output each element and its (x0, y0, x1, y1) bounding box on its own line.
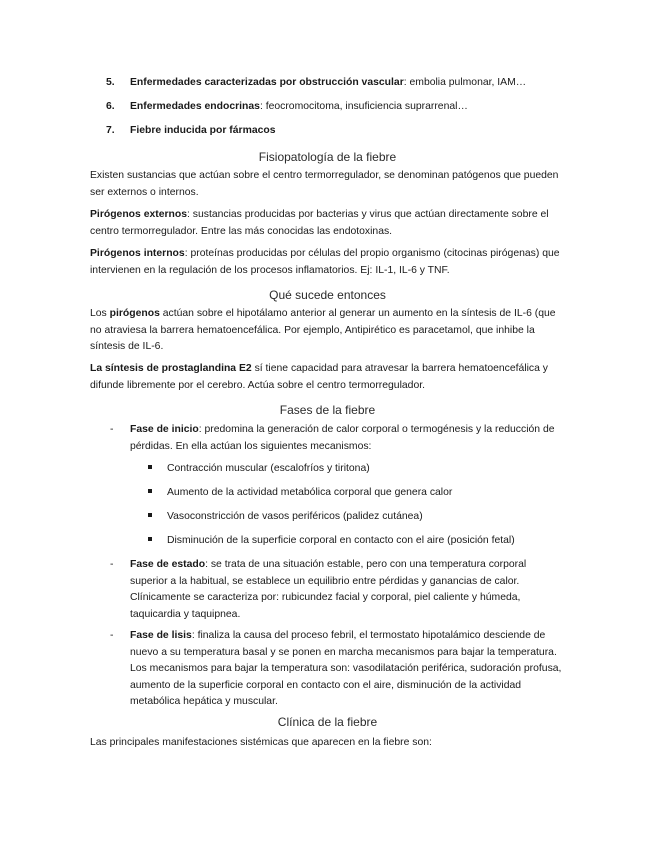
mechanism-text: Contracción muscular (escalofríos y tiritona) (167, 463, 370, 474)
mechanism-item (148, 485, 568, 502)
phase-text (130, 628, 565, 711)
dash-marker: - (110, 424, 114, 435)
paragraph-hipotalamo (90, 306, 565, 356)
mechanism-item (148, 461, 568, 478)
list-item (106, 75, 626, 92)
text-run: actúan sobre el hipotálamo anterior al generar un aumento en la síntesis de IL-6 (que no atraviesa la barrera hematoencefálica. Por ejemplo, Antipirético es paracetamol, que inhibe la síntesis de IL-6. (90, 308, 556, 353)
section-heading-que-sucede: Qué sucede entonces (269, 288, 386, 302)
section-heading-fases: Fases de la fiebre (279, 403, 376, 417)
text-run: : se trata de una situación estable, pero con una temperatura corporal superior a la habitual, se establece un equilibrio entre pérdidas y ganancias de calor. Clínicamente se caracteriza por: rubicundez facial y corporal, piel caliente y húmeda, taquicardia y taquipnea. (130, 559, 527, 620)
phase-text (130, 557, 565, 623)
paragraph-manifestaciones: Las principales manifestaciones sistémicas que aparecen en la fiebre son: (90, 737, 432, 748)
term-pirogenos-externos: Pirógenos externos (90, 209, 188, 220)
text-run: sí tiene capacidad para atravesar la barrera hematoencefálica y difunde libremente por el cerebro. Actúa sobre el centro termorregulador. (90, 363, 548, 391)
square-bullet-icon (148, 489, 152, 493)
paragraph-prostaglandina (90, 361, 565, 394)
list-item-detail: : embolia pulmonar, IAM… (403, 77, 527, 88)
text-run: Los (90, 308, 110, 319)
paragraph-pirogenos-externos (90, 207, 565, 240)
phase-text (130, 422, 565, 455)
list-number: 6. (106, 101, 115, 112)
list-item-title: Enfermedades caracterizadas por obstrucción vascular (130, 77, 404, 88)
phase-item-estado (110, 557, 565, 623)
mechanism-text: Vasoconstricción de vasos periféricos (palidez cutánea) (167, 511, 423, 522)
section-heading-fisiopatologia: Fisiopatología de la fiebre (258, 150, 397, 164)
square-bullet-icon (148, 537, 152, 541)
definition-text: : proteínas producidas por células del propio organismo (citocinas pirógenas) que intervienen en la regulación de los procesos inflamatorios. Ej: IL-1, IL-6 y TNF. (90, 248, 560, 276)
term-fase-lisis: Fase de lisis (130, 630, 192, 641)
term-fase-inicio: Fase de inicio (130, 424, 199, 435)
phase-item-lisis (110, 628, 565, 711)
list-item-title: Enfermedades endocrinas (130, 101, 260, 112)
term-pirogenos: pirógenos (109, 308, 160, 319)
term-prostaglandina: La síntesis de prostaglandina E2 (90, 363, 252, 374)
list-item (106, 99, 626, 116)
square-bullet-icon (148, 465, 152, 469)
list-number: 7. (106, 125, 115, 136)
term-pirogenos-internos: Pirógenos internos (90, 248, 185, 259)
mechanism-item (148, 533, 568, 550)
mechanism-text: Disminución de la superficie corporal en contacto con el aire (posición fetal) (167, 535, 515, 546)
dash-marker: - (110, 630, 114, 641)
mechanism-item (148, 509, 568, 526)
list-number: 5. (106, 77, 115, 88)
dash-marker: - (110, 559, 114, 570)
list-item (106, 123, 626, 140)
list-item-title: Fiebre inducida por fármacos (130, 125, 276, 136)
text-run: : predomina la generación de calor corporal o termogénesis y la reducción de pérdidas. En ella actúan los siguientes mecanismos: (130, 424, 555, 452)
definition-text: : sustancias producidas por bacterias y virus que actúan directamente sobre el centro termorregulador. Entre las más conocidas las endotoxinas. (90, 209, 549, 237)
list-item-detail: : feocromocitoma, insuficiencia suprarrenal… (259, 101, 468, 112)
section-heading-clinica: Clínica de la fiebre (277, 715, 378, 729)
phase-item-inicio (110, 422, 565, 455)
paragraph-intro-pirogenos: Existen sustancias que actúan sobre el centro termorregulador, se denominan patógenos que pueden ser externos o internos. (90, 170, 559, 198)
text-run: : finaliza la causa del proceso febril, el termostato hipotalámico desciende de nuevo a su temperatura basal y se ponen en marcha mecanismos para bajar la temperatura. Los mecanismos para bajar la temperatura son: vasodilatación periférica, sudoración profusa, aumento de la superficie corporal en contacto con el aire, disminución de la actividad metabólica hepática y muscular. (130, 630, 562, 708)
square-bullet-icon (148, 513, 152, 517)
mechanism-text: Aumento de la actividad metabólica corporal que genera calor (167, 487, 453, 498)
paragraph-pirogenos-internos (90, 246, 565, 279)
term-fase-estado: Fase de estado (130, 559, 206, 570)
